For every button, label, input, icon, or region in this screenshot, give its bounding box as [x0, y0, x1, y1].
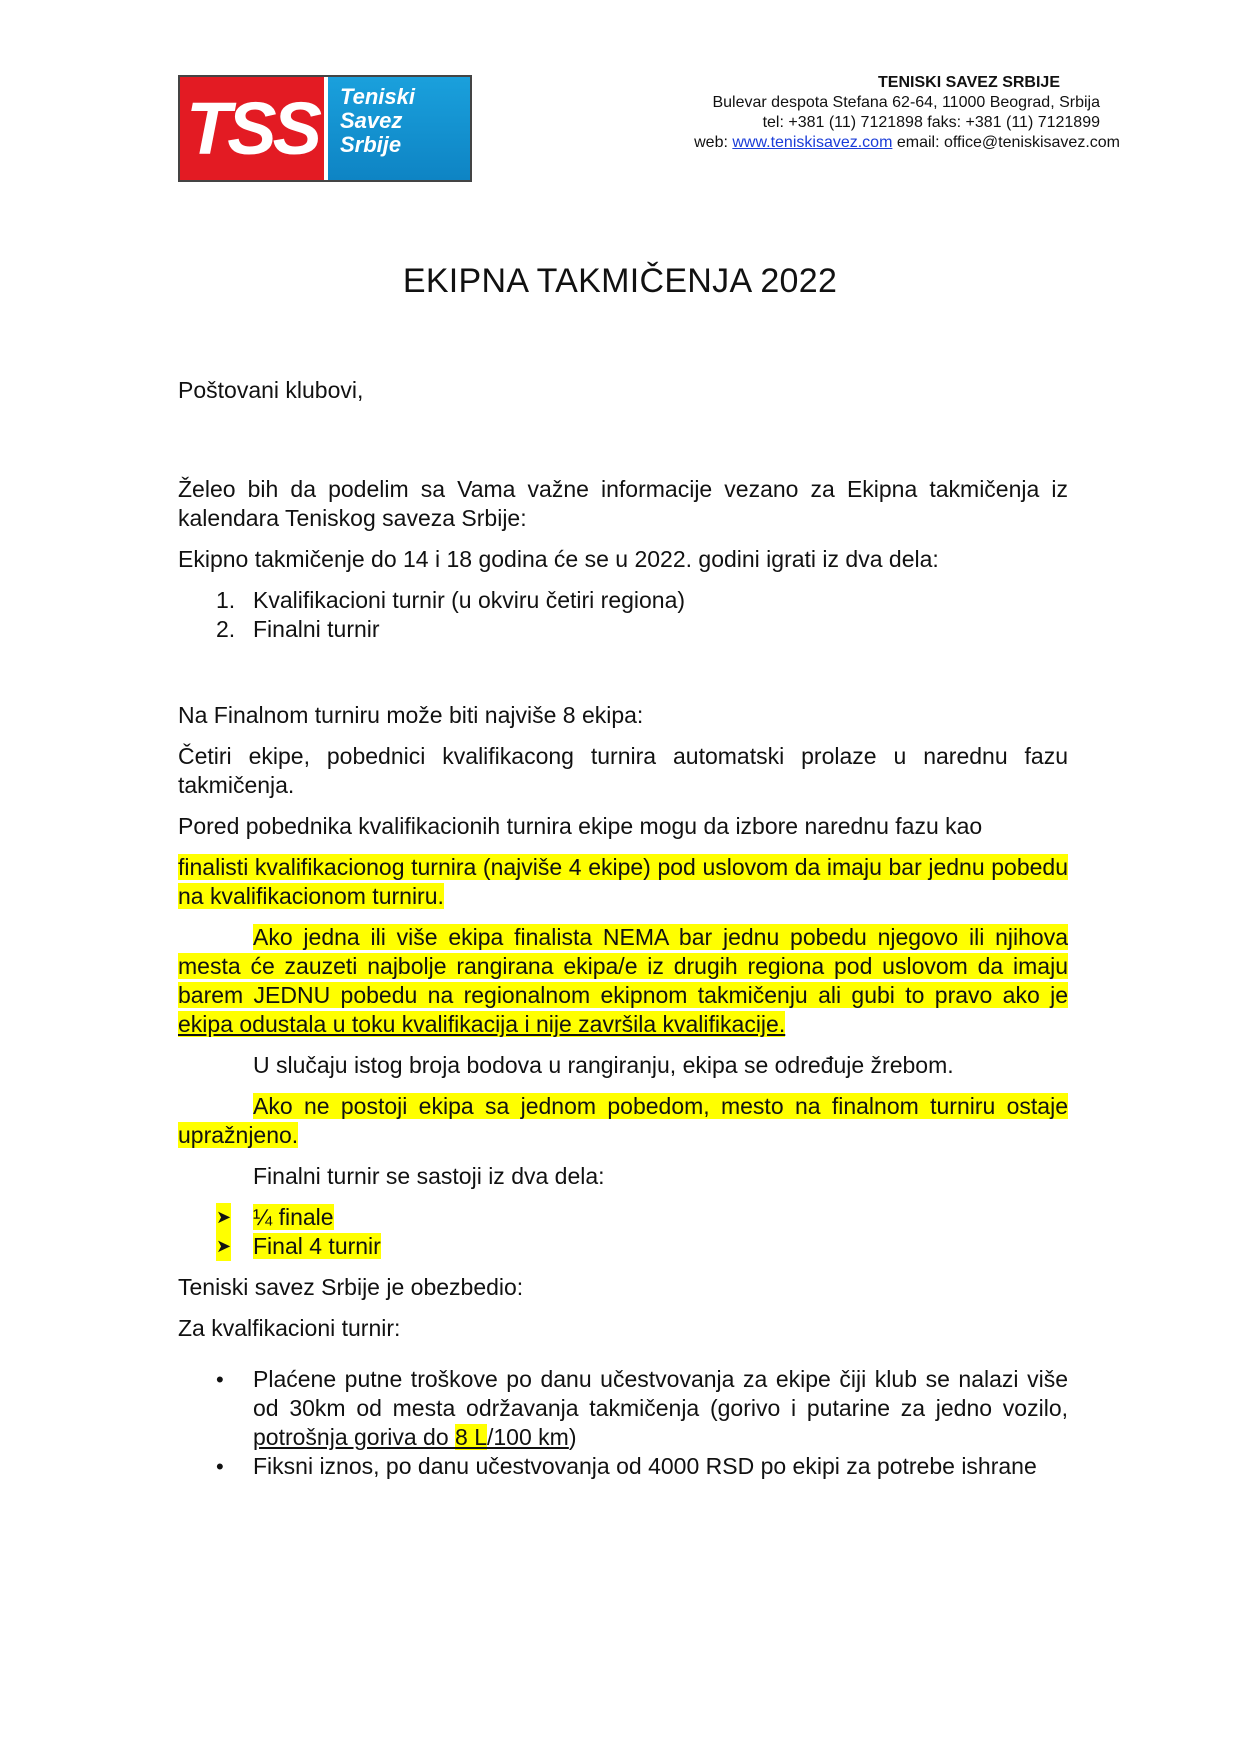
finalists-paragraph	[178, 853, 1068, 911]
document-title: EKIPNA TAKMIČENJA 2022	[402, 262, 838, 300]
bullet-text-end: )	[568, 1424, 577, 1450]
list-text: ¼ finale	[253, 1204, 334, 1230]
list-text: Kvalifikacioni turnir (u okviru četiri regiona)	[253, 587, 686, 613]
highlighted-text: Ako jedna ili više ekipa finalista NEMA bar jednu pobedu njegovo ili njihova mesta će zauzeti najbolje rangirana ekipa/e iz drugih regiona pod uslovom da imaju barem JEDNU pobedu na regionalnom ekipnom takmičenju ali gubi to pravo ako je	[178, 924, 1068, 1008]
final-parts-list	[178, 1203, 1068, 1261]
tss-logo	[178, 75, 472, 182]
highlighted-underlined-text: 8 L	[455, 1424, 487, 1450]
list-item	[178, 586, 1068, 615]
no-win-paragraph	[178, 923, 1068, 1039]
list-item	[178, 1232, 1068, 1261]
arrow-bullet-icon: ➤	[216, 1232, 231, 1261]
list-item	[178, 1365, 1068, 1452]
logo-blue-block	[324, 77, 470, 180]
logo-red-block	[180, 77, 324, 180]
logo-line-3: Srbije	[340, 132, 402, 157]
qualification-label: Za kvalfikacioni turnir:	[178, 1315, 401, 1341]
list-item	[178, 1452, 1068, 1481]
org-address: Bulevar despota Stefana 62-64, 11000 Beograd, Srbija	[712, 94, 1100, 111]
four-teams-paragraph: Četiri ekipe, pobednici kvalifikacong turnira automatski prolaze u narednu fazu takmičenja.	[178, 743, 1068, 798]
intro-paragraph: Želeo bih da podelim sa Vama važne informacije vezano za Ekipna takmičenja iz kalendara Teniskog saveza Srbije:	[178, 476, 1068, 531]
greeting: Poštovani klubovi,	[178, 377, 364, 403]
highlighted-text: finalisti kvalifikacionog turnira (najviše 4 ekipe) pod uslovom da imaju bar jednu pobedu na kvalifikacionom turniru.	[178, 854, 1068, 909]
website-link[interactable]: www.teniskisavez.com	[732, 134, 893, 151]
logo-letters: TSS	[186, 86, 318, 170]
org-contact: tel: +381 (11) 7121898 faks: +381 (11) 7121899	[762, 114, 1100, 131]
web-label: web:	[694, 134, 733, 151]
bullet-text: Plaćene putne troškove po danu učestvovanja za ekipe čiji klub se nalazi više od 30km od mesta održavanja takmičenja (gorivo i putarine za jedno vozilo,	[253, 1366, 1068, 1421]
empty-spot-paragraph	[178, 1092, 1068, 1150]
bullet-icon: •	[216, 1454, 224, 1479]
final-parts-intro: Finalni turnir se sastoji iz dva dela:	[253, 1163, 605, 1189]
parts-list	[178, 586, 1068, 644]
list-number: 2.	[216, 616, 236, 642]
besides-paragraph: Pored pobednika kvalifikacionih turnira ekipe mogu da izbore narednu fazu kao	[178, 813, 983, 839]
list-item	[178, 1203, 1068, 1232]
arrow-bullet-icon: ➤	[216, 1203, 231, 1232]
provided-paragraph: Teniski savez Srbije je obezbedio:	[178, 1274, 524, 1300]
letterhead	[694, 73, 1120, 153]
list-item	[178, 615, 1068, 644]
final-max-paragraph: Na Finalnom turniru može biti najviše 8 ekipa:	[178, 702, 644, 728]
bullet-text: Fiksni iznos, po danu učestvovanja od 4000 RSD po ekipi za potrebe ishrane	[253, 1453, 1037, 1479]
provisions-list	[178, 1365, 1068, 1481]
email-text: email: office@teniskisavez.com	[892, 134, 1120, 151]
underlined-highlighted-text: ekipa odustala u toku kvalifikacija i nije završila kvalifikacije.	[178, 1011, 786, 1037]
list-number: 1.	[216, 587, 236, 613]
document-body	[178, 376, 1068, 1481]
logo-line-1: Teniski	[340, 84, 415, 109]
competition-intro: Ekipno takmičenje do 14 i 18 godina će se u 2022. godini igrati iz dva dela:	[178, 546, 939, 572]
list-text: Final 4 turnir	[253, 1233, 381, 1259]
logo-line-2: Savez	[340, 108, 403, 133]
bullet-icon: •	[216, 1367, 224, 1392]
list-text: Finalni turnir	[253, 616, 380, 642]
highlighted-text: Ako ne postoji ekipa sa jednom pobedom, mesto na finalnom turniru ostaje upražnjeno.	[178, 1093, 1068, 1148]
org-name: TENISKI SAVEZ SRBIJE	[878, 74, 1060, 91]
underlined-text: /100 km	[487, 1424, 569, 1450]
underlined-text: potrošnja goriva do	[253, 1424, 456, 1450]
tie-paragraph: U slučaju istog broja bodova u rangiranju, ekipa se određuje žrebom.	[253, 1052, 954, 1078]
org-web-email	[694, 133, 1120, 153]
